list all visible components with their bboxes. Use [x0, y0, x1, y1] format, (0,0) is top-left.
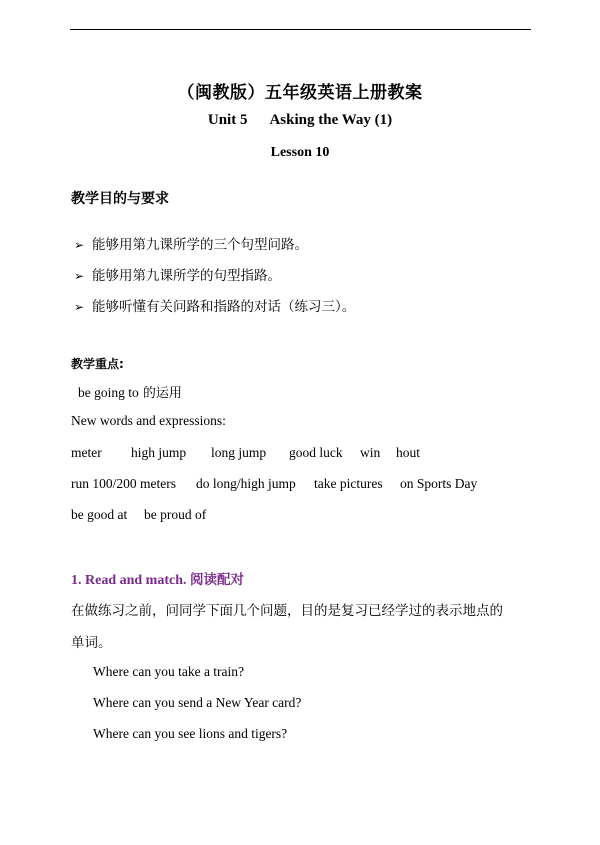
vocab-item: meter	[71, 445, 102, 460]
objective-text: 能够用第九课所学的三个句型问路。	[92, 237, 308, 253]
bullet-arrow-icon: ➢	[74, 238, 85, 252]
vocab-item: be proud of	[144, 507, 207, 522]
grammar-point	[78, 382, 182, 401]
vocab-row-1	[0, 445, 600, 465]
objective-text: 能够听懂有关问路和指路的对话（练习三）。	[92, 299, 356, 315]
vocab-item: be good at	[71, 507, 128, 522]
unit-title: Asking the Way (1)	[269, 112, 393, 128]
grammar-point-cn: 的运用	[138, 386, 182, 401]
bullet-arrow-icon: ➢	[74, 269, 85, 283]
vocab-item: high jump	[131, 445, 187, 460]
objective-item	[74, 233, 308, 253]
activity-heading	[71, 568, 244, 589]
document-title: （闽教版）五年级英语上册教案	[177, 83, 423, 103]
vocab-item: on Sports Day	[400, 476, 478, 491]
vocab-item: run 100/200 meters	[71, 476, 176, 491]
activity-heading-cn: 阅读配对	[190, 572, 245, 588]
review-question: Where can you take a train?	[93, 664, 245, 679]
objectives-heading: 教学目的与要求	[71, 191, 169, 207]
vocab-item: hout	[396, 445, 421, 460]
vocab-item: good luck	[289, 445, 343, 460]
activity-heading-en: 1. Read and match.	[71, 573, 187, 588]
bullet-arrow-icon: ➢	[74, 300, 85, 314]
unit-label: Unit 5	[207, 112, 248, 128]
vocab-item: long jump	[211, 445, 267, 460]
vocab-item: win	[360, 445, 381, 460]
vocab-item: do long/high jump	[196, 476, 296, 491]
review-question: Where can you send a New Year card?	[93, 695, 302, 710]
vocab-row-2	[0, 476, 600, 496]
unit-heading	[0, 112, 600, 129]
vocab-row-3	[0, 507, 600, 527]
instruction-line: 在做练习之前，问同学下面几个问题，目的是复习已经学过的表示地点的	[71, 603, 503, 619]
key-points-heading: 教学重点:	[71, 357, 124, 371]
grammar-point-en: be going to	[78, 385, 139, 400]
objective-item	[74, 295, 355, 315]
review-question: Where can you see lions and tigers?	[93, 726, 288, 741]
instruction-line: 单词。	[71, 635, 112, 651]
header-rule	[70, 29, 531, 30]
lesson-heading: Lesson 10	[270, 145, 330, 160]
objective-text: 能够用第九课所学的句型指路。	[92, 268, 281, 284]
vocab-item: take pictures	[314, 476, 383, 491]
objective-item	[74, 264, 281, 284]
vocab-heading: New words and expressions:	[71, 413, 226, 428]
